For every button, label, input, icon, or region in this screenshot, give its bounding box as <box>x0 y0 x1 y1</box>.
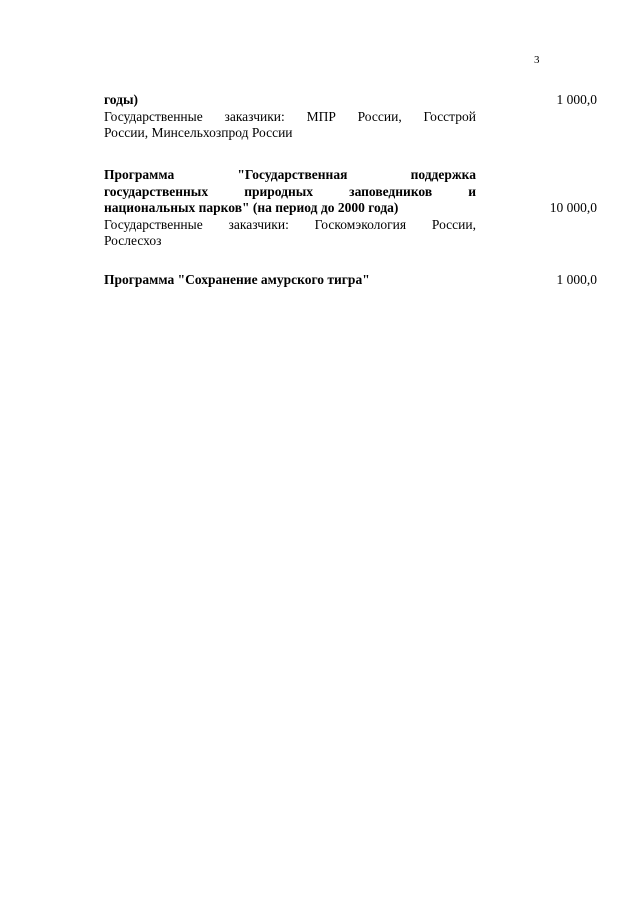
word: Госкомэкология <box>314 216 407 232</box>
budget-entry <box>104 272 597 289</box>
word: Госстрой <box>423 108 476 124</box>
word: поддержка <box>410 167 476 182</box>
entry-customers-line: России, Минсельхозпрод России <box>104 125 293 140</box>
entry-title-line <box>104 167 476 184</box>
word: Программа <box>104 167 175 182</box>
entry-customers-line <box>104 217 476 234</box>
entry-text <box>104 272 476 289</box>
word: государственных <box>104 183 209 199</box>
word: заказчики: <box>224 108 285 124</box>
word: МПР <box>306 108 336 124</box>
word: России, <box>357 108 402 124</box>
word: Государственные <box>104 216 203 232</box>
word: России, <box>431 216 476 232</box>
entry-customers-line <box>104 109 476 126</box>
entry-amount: 10 000,0 <box>549 200 597 215</box>
entry-amount: 1 000,0 <box>556 272 597 287</box>
budget-entry <box>104 92 597 142</box>
entry-text <box>104 92 476 142</box>
entry-amount: 1 000,0 <box>556 92 597 107</box>
word: и <box>468 183 476 199</box>
word: заказчики: <box>228 216 289 232</box>
word: "Государственная <box>237 167 348 182</box>
entry-title-line: Программа "Сохранение амурского тигра" <box>104 272 370 287</box>
page-number: 3 <box>534 54 540 66</box>
word: Государственные <box>104 108 203 124</box>
entry-title-line: национальных парков" (на период до 2000 года) <box>104 200 399 215</box>
entry-title-line <box>104 184 476 201</box>
word: природных <box>244 183 314 199</box>
budget-entry <box>104 167 597 250</box>
entry-title-line: годы) <box>104 92 139 107</box>
word: заповедников <box>349 183 433 199</box>
entry-customers-line: Рослесхоз <box>104 233 162 248</box>
entry-text <box>104 167 476 250</box>
